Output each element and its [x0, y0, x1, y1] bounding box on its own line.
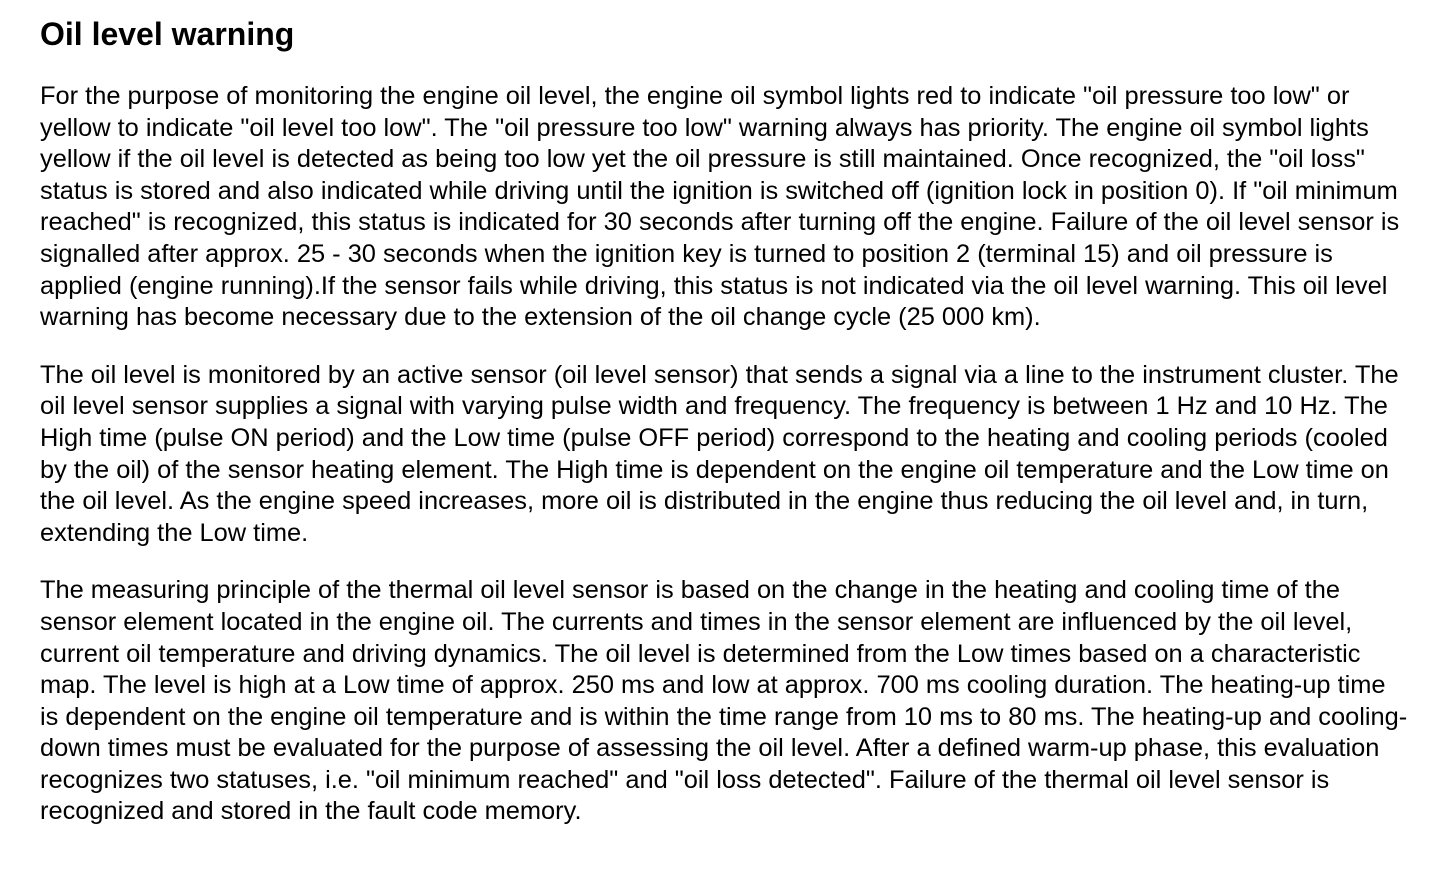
paragraph-measuring-principle: The measuring principle of the thermal oil level sensor is based on the change in the heating and cooling time of the sensor element located in the engine oil. The currents and times in the sensor element are influenced by the oil level, current oil temperature and driving dynamics. The oil level is determined from the Low times based on a characteristic map. The level is high at a Low time of approx. 250 ms and low at approx. 700 ms cooling duration. The heating-up time is dependent on the engine oil temperature and is within the time range from 10 ms to 80 ms. The heating-up and cooling-down times must be evaluated for the purpose of assessing the oil level. After a defined warm-up phase, this evaluation recognizes two statuses, i.e. "oil minimum reached" and "oil loss detected". Failure of the thermal oil level sensor is recognized and stored in the fault code memory. — [40, 576, 1408, 826]
paragraph-oil-level-monitoring: For the purpose of monitoring the engine oil level, the engine oil symbol lights red to indicate "oil pressure too low" or yellow to indicate "oil level too low". The "oil pressure too low" warning always has priority. The engine oil symbol lights yellow if the oil level is detected as being too low yet the oil pressure is still maintained. Once recognized, the "oil loss" status is stored and also indicated while driving until the ignition is switched off (ignition lock in position 0). If "oil minimum reached" is recognized, this status is indicated for 30 seconds after turning off the engine. Failure of the oil level sensor is signalled after approx. 25 - 30 seconds when the ignition key is turned to position 2 (terminal 15) and oil pressure is applied (engine running).If the sensor fails while driving, this status is not indicated via the oil level warning. This oil level warning has become necessary due to the extension of the oil change cycle (25 000 km). — [40, 82, 1400, 332]
paragraph-oil-level-sensor-signal: The oil level is monitored by an active sensor (oil level sensor) that sends a signal via a line to the instrument cluster. The oil level sensor supplies a signal with varying pulse width and frequency. The frequency is between 1 Hz and 10 Hz. The High time (pulse ON period) and the Low time (pulse OFF period) correspond to the heating and cooling periods (cooled by the oil) of the sensor heating element. The High time is dependent on the engine oil temperature and the Low time on the oil level. As the engine speed increases, more oil is distributed in the engine thus reducing the oil level and, in turn, extending the Low time. — [40, 360, 1399, 547]
document-page — [40, 0, 1410, 828]
page-title: Oil level warning — [40, 16, 295, 52]
